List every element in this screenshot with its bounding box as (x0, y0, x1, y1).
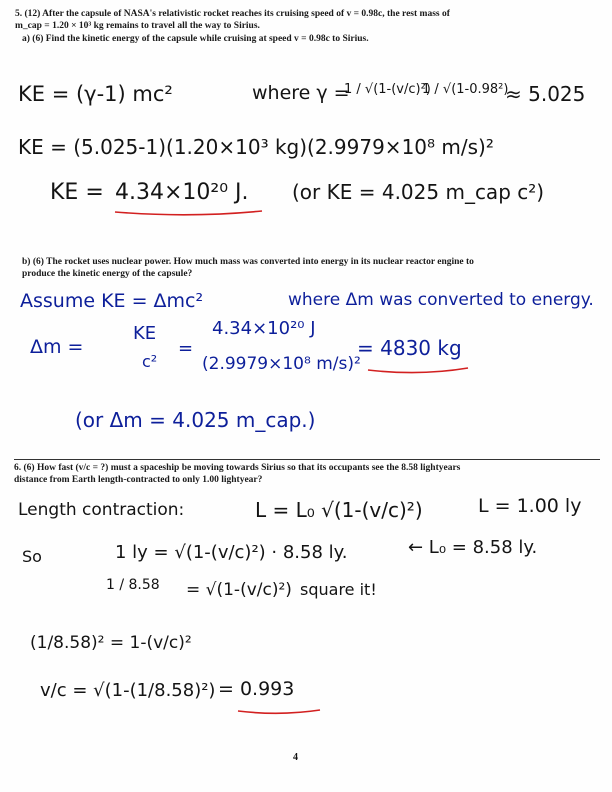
b-ke-numerator: KE (133, 323, 157, 344)
q5-part-b-line2: produce the kinetic energy of the capsule? (22, 269, 193, 279)
q5-header-line2: m_cap = 1.20 × 10³ kg remains to travel all the way to Sirius. (15, 21, 260, 31)
page-number: 4 (293, 752, 298, 763)
a-ke-alternate: (or KE = 4.025 m_cap c²) (292, 180, 545, 204)
b-alternate: (or Δm = 4.025 m_cap.) (75, 408, 316, 432)
q6-square-it-note: square it! (300, 580, 377, 599)
underline-b-mass (368, 368, 468, 373)
q5-part-a: a) (6) Find the kinetic energy of the capsule while cruising at speed v = 0.98c to Sirius. (22, 34, 369, 44)
q6-solve-for-vc: v/c = √(1-(1/8.58)²) (40, 680, 216, 701)
q6-contraction-formula: L = L₀ √(1-(v/c)²) (255, 498, 423, 522)
a-gamma-result: ≈ 5.025 (505, 82, 586, 106)
q6-sqrt-equation: = √(1-(v/c)²) (186, 580, 292, 600)
q6-squared-equation: (1/8.58)² = 1-(v/c)² (30, 633, 192, 653)
b-c-squared-denominator: (2.9979×10⁸ m/s)² (202, 354, 361, 374)
a-ke-label: KE = (50, 180, 104, 205)
q6-one-over-858: 1 / 8.58 (106, 577, 160, 593)
b-assume: Assume KE = Δmc² (20, 290, 204, 312)
q6-header-line1: 6. (6) How fast (v/c = ?) must a spaceship be moving towards Sirius so that its occupants see the 8.58 lightyears (14, 463, 461, 473)
b-where: where Δm was converted to energy. (288, 290, 594, 310)
a-where-gamma: where γ = (252, 82, 350, 104)
a-gamma-fraction1: 1 / √(1-(v/c)²) (344, 82, 431, 97)
q5-part-b-line1: b) (6) The rocket uses nuclear power. How much mass was converted into energy in its nuclear reactor engine to (22, 257, 474, 267)
q6-substituted-equation: 1 ly = √(1-(v/c)²) · 8.58 ly. (115, 542, 348, 563)
q6-result: = 0.993 (218, 678, 295, 700)
q6-so: So (22, 547, 42, 566)
b-dm-label: Δm = (30, 336, 84, 358)
b-mass-result: = 4830 kg (357, 336, 462, 360)
q6-L0-value: ← L₀ = 8.58 ly. (408, 537, 538, 558)
q5-header-line1: 5. (12) After the capsule of NASA's relativistic rocket reaches its cruising speed of v = 0.98c, the rest mass of (15, 9, 450, 19)
a-ke-formula: KE = (γ-1) mc² (18, 82, 173, 106)
underline-a-ke (115, 211, 262, 215)
b-energy-numerator: 4.34×10²⁰ J (212, 318, 316, 339)
q6-L-value: L = 1.00 ly (478, 495, 582, 517)
b-c2-denominator: c² (142, 352, 158, 371)
b-equals: = (178, 338, 194, 359)
underline-q6-result (238, 710, 320, 713)
q6-length-contraction-label: Length contraction: (18, 500, 185, 520)
a-ke-value: 4.34×10²⁰ J. (115, 180, 249, 205)
q6-header-line2: distance from Earth length-contracted to only 1.00 lightyear? (14, 475, 263, 485)
a-ke-substitution: KE = (5.025-1)(1.20×10³ kg)(2.9979×10⁸ m/s)² (18, 135, 494, 159)
a-gamma-fraction2: 1 / √(1-0.98²) (422, 82, 509, 97)
